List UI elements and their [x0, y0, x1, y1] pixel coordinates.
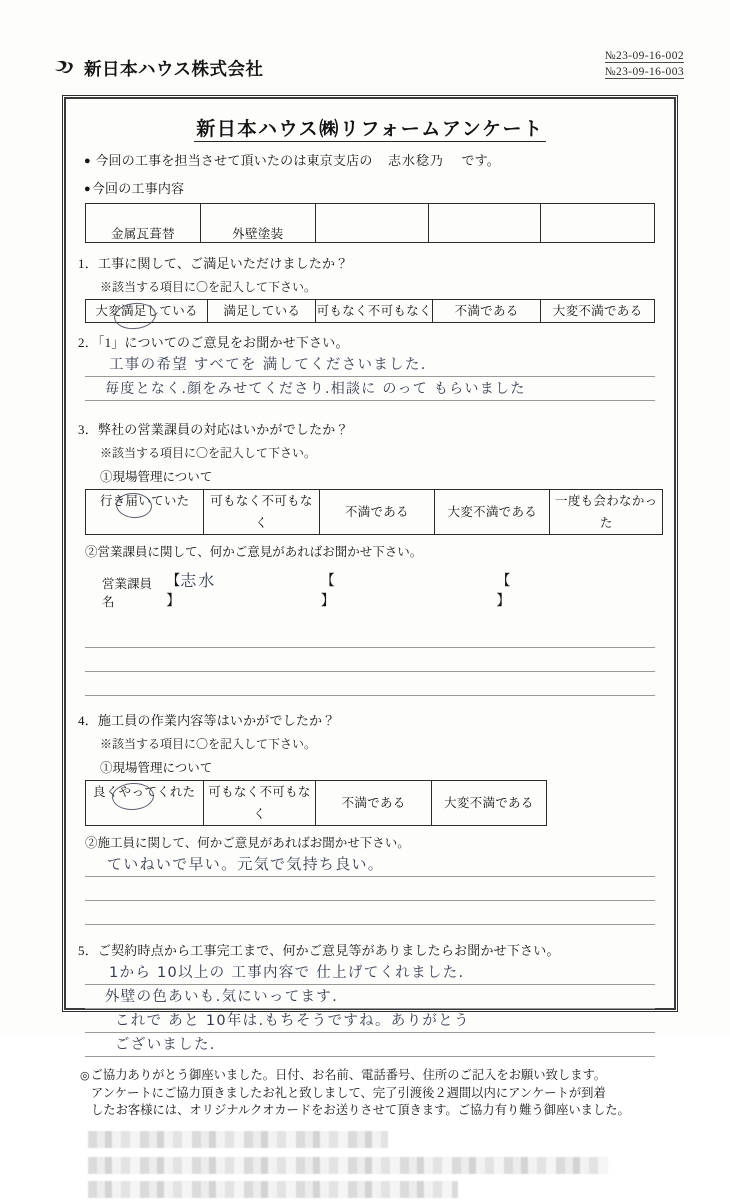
- q1-option-0[interactable]: 大変満足している: [86, 300, 208, 323]
- answer-line[interactable]: [85, 901, 655, 925]
- question-4-subheading: ①現場管理について: [100, 761, 213, 775]
- q3-option-4[interactable]: 一度も会わなかった: [550, 490, 663, 535]
- document-number: №23-09-16-003: [604, 66, 684, 78]
- form-content: [72, 104, 668, 1117]
- company-name: 新日本ハウス株式会社: [84, 59, 264, 79]
- intro-line-work-content: ● 今回の工事内容: [84, 178, 668, 197]
- question-4-sub2-heading: ②施工員に関して、何かご意見があればお聞かせ下さい。: [85, 836, 410, 850]
- answer-line[interactable]: [85, 1009, 655, 1033]
- sales-staff-name-row: [102, 567, 668, 610]
- q1-option-3[interactable]: 不満である: [433, 300, 541, 323]
- question-1-heading: 1．工事に関して、ご満足いただけましたか？: [78, 256, 349, 271]
- redacted-row: [88, 1181, 458, 1198]
- sales-staff-field-2[interactable]: 【】: [320, 574, 335, 609]
- question-5-heading: 5．ご契約時点から工事完工まで、何かご意見等がありましたらお聞かせ下さい。: [78, 943, 560, 958]
- q1-option-4[interactable]: 大変不満である: [541, 300, 655, 323]
- question-4-answer-area[interactable]: [85, 853, 655, 925]
- work-content-cell-2[interactable]: 外壁塗装: [200, 204, 315, 243]
- closing-line-2: アンケートにご協力頂きましたお礼と致しまして、完了引渡後２週間以内にアンケートが到着: [91, 1086, 606, 1100]
- answer-line[interactable]: [85, 1033, 655, 1057]
- question-1-note: ※該当する項目に〇を記入して下さい。: [100, 280, 317, 294]
- closing-line-3: したお客様には、オリジナルクオカードをお送りさせて頂きます。ご協力有り難う御座いました。: [91, 1103, 630, 1117]
- handwritten-answer: 工事の希望 すべてを 満してくださいました.: [109, 357, 427, 373]
- answer-line[interactable]: [85, 985, 655, 1009]
- q1-option-2[interactable]: 可もなく不可もなく: [316, 300, 433, 323]
- q4-option-1[interactable]: 可もなく不可もなく: [203, 781, 316, 826]
- answer-line[interactable]: [85, 853, 655, 877]
- answer-line[interactable]: [85, 672, 655, 696]
- handwritten-answer: ていねいで早い。元気で気持ち良い。: [107, 855, 385, 873]
- document-numbers: [605, 50, 684, 82]
- answer-line[interactable]: [85, 877, 655, 901]
- company-header: [52, 56, 263, 81]
- question-4-heading: 4．施工員の作業内容等はいかがでしたか？: [78, 713, 336, 728]
- work-content-cell-3[interactable]: [315, 204, 428, 243]
- q3-option-1[interactable]: 可もなく不可もなく: [204, 490, 319, 535]
- handwritten-answer: 毎度となく.顔をみせてくださり.相談に のって もらいました: [105, 381, 526, 397]
- q1-option-1[interactable]: 満足している: [208, 300, 316, 323]
- question-2-answer-area[interactable]: [85, 353, 655, 401]
- question-3-comment-area[interactable]: [85, 624, 655, 696]
- work-content-cell-4[interactable]: [428, 204, 541, 243]
- answer-line[interactable]: [85, 648, 655, 672]
- q3-option-3[interactable]: 大変不満である: [435, 490, 550, 535]
- q3-option-2[interactable]: 不満である: [319, 490, 434, 535]
- redacted-personal-info: [88, 1127, 648, 1201]
- sales-staff-field-3[interactable]: 【】: [496, 574, 511, 609]
- question-4-note: ※該当する項目に〇を記入して下さい。: [100, 737, 317, 751]
- handwritten-answer: これで あと 10年は.もちそうですね。ありがとう: [115, 1013, 470, 1029]
- work-content-cell-1[interactable]: 金属瓦葺替: [86, 204, 201, 243]
- table-row: [86, 204, 655, 243]
- q4-option-0[interactable]: 良くやってくれた: [86, 781, 204, 826]
- redacted-row: [88, 1131, 388, 1148]
- question-3-subheading: ①現場管理について: [100, 470, 213, 484]
- work-content-cell-5[interactable]: [541, 204, 655, 243]
- q4-option-3[interactable]: 大変不満である: [431, 781, 546, 826]
- answer-line[interactable]: [85, 377, 655, 401]
- table-row: [86, 490, 663, 535]
- question-5-answer-area[interactable]: [85, 961, 655, 1057]
- sales-staff-label: 営業課員名: [102, 577, 153, 609]
- question-3-options: [85, 489, 663, 535]
- answer-line[interactable]: [85, 961, 655, 985]
- in-charge-staff-name: 志水稔乃: [387, 153, 444, 168]
- handwritten-answer: 1から 10以上の 工事内容で 仕上げてくれました.: [109, 965, 465, 981]
- question-3-note: ※該当する項目に〇を記入して下さい。: [100, 446, 317, 460]
- closing-note: [80, 1067, 668, 1119]
- question-1-options: [85, 299, 655, 323]
- closing-line-1: ◎ ご協力ありがとう御座いました。日付、お名前、電話番号、住所のご記入をお願い致します。: [80, 1067, 668, 1085]
- q4-option-2[interactable]: 不満である: [316, 781, 431, 826]
- handwritten-answer: 外壁の色あいも.気にいってます.: [105, 989, 339, 1005]
- answer-line[interactable]: [85, 353, 655, 377]
- redacted-row: [88, 1157, 608, 1174]
- question-3-sub2-heading: ②営業課員に関して、何かご意見があればお聞かせ下さい。: [85, 545, 423, 559]
- handwritten-staff-name: 志水: [180, 571, 217, 590]
- handwritten-answer: ございました.: [115, 1037, 216, 1053]
- question-4-options: [85, 780, 547, 826]
- document-number: №23-09-16-002: [604, 50, 684, 62]
- page-title: 新日本ハウス㈱リフォームアンケート: [196, 119, 544, 140]
- question-2-heading: 2．「1」についてのご意見をお聞かせ下さい。: [78, 335, 349, 350]
- swirl-logo-icon: [52, 57, 78, 81]
- question-3-heading: 3．弊社の営業課員の対応はいかがでしたか？: [78, 422, 349, 437]
- table-row: [86, 300, 655, 323]
- intro-line-charge: ● 今回の工事を担当させて頂いたのは東京支店の 志水稔乃 です。: [84, 150, 668, 169]
- table-row: [86, 781, 547, 826]
- work-content-table: [85, 203, 655, 243]
- q3-option-0[interactable]: 行き届いていた: [86, 490, 204, 535]
- sales-staff-field-1[interactable]: 【志水】: [166, 571, 217, 609]
- answer-line[interactable]: [85, 624, 655, 648]
